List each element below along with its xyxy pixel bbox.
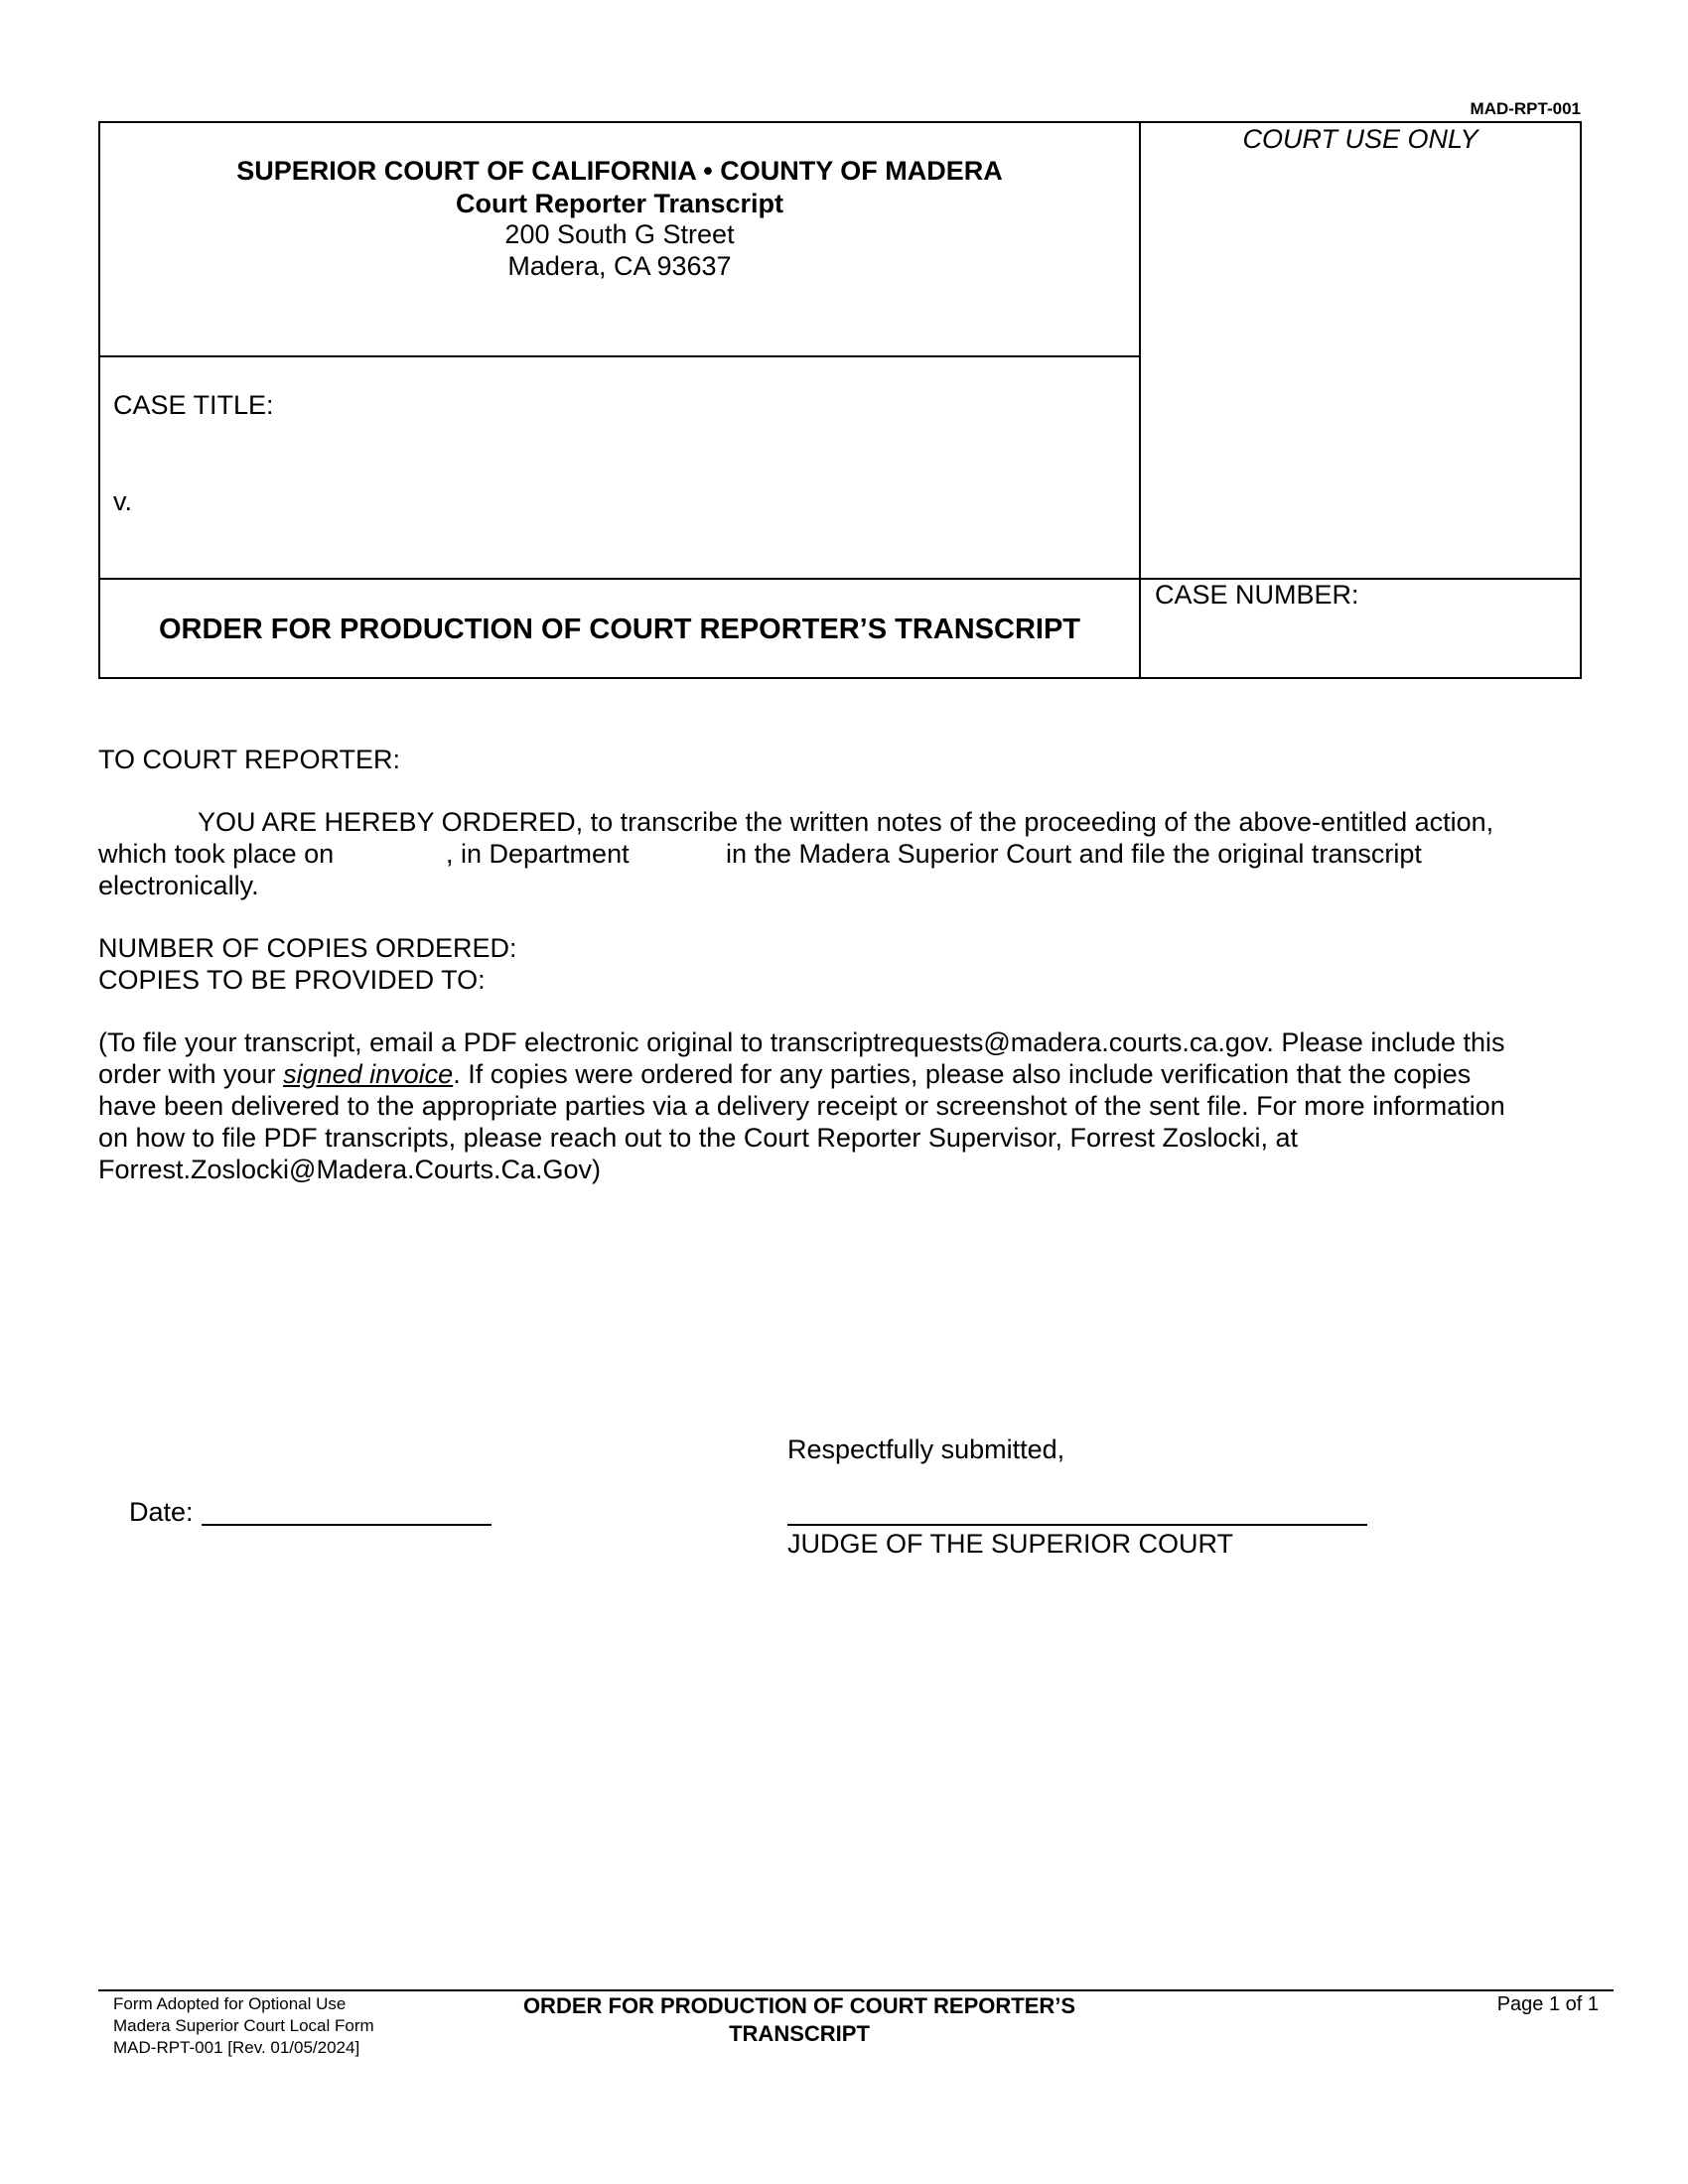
instructions-line2 xyxy=(98,1058,1471,1090)
court-name: SUPERIOR COURT OF CALIFORNIA • COUNTY OF MADERA xyxy=(236,156,1003,186)
case-versus: v. xyxy=(113,486,132,516)
instructions-line4: on how to file PDF transcripts, please reach out to the Court Reporter Supervisor, Forrest Zoslocki, at xyxy=(98,1123,1299,1153)
instructions-line1: (To file your transcript, email a PDF electronic original to transcriptrequests@madera.courts.ca.gov. Please include this xyxy=(98,1027,1505,1057)
order-paragraph-line2-a: which took place on xyxy=(98,839,335,869)
footer-title-line2: TRANSCRIPT xyxy=(729,2021,870,2046)
footer-form-title xyxy=(427,1992,1172,2048)
copies-to-label: COPIES TO BE PROVIDED TO: xyxy=(98,965,486,995)
date-signature-line[interactable] xyxy=(202,1524,492,1526)
footer-local-form: Madera Superior Court Local Form xyxy=(113,2016,374,2035)
order-paragraph-line1: YOU ARE HEREBY ORDERED, to transcribe the written notes of the proceeding of the above-entitled action, xyxy=(198,807,1494,837)
caption-divider-header xyxy=(98,355,1141,357)
form-id: MAD-RPT-001 xyxy=(1470,99,1581,118)
order-title: ORDER FOR PRODUCTION OF COURT REPORTER’S TRANSCRIPT xyxy=(158,614,1080,645)
order-paragraph-line2-b: , in Department xyxy=(446,839,630,869)
date-label: Date: xyxy=(129,1497,194,1527)
court-subtitle: Court Reporter Transcript xyxy=(455,189,784,218)
case-title-label: CASE TITLE: xyxy=(113,390,274,420)
judge-label: JUDGE OF THE SUPERIOR COURT xyxy=(787,1529,1234,1559)
caption-divider-title xyxy=(98,578,1582,580)
court-address-street: 200 South G Street xyxy=(504,219,735,249)
instructions-line2-b: . If copies were ordered for any parties, please also include verification that the copies xyxy=(453,1059,1472,1089)
instructions-line5: Forrest.Zoslocki@Madera.Courts.Ca.Gov) xyxy=(98,1155,602,1184)
copies-ordered-label: NUMBER OF COPIES ORDERED: xyxy=(98,933,517,963)
page-number: Page 1 of 1 xyxy=(1496,1993,1599,2015)
order-paragraph-line2-c: in the Madera Superior Court and file the original transcript xyxy=(726,839,1422,869)
case-number-label: CASE NUMBER: xyxy=(1155,580,1359,610)
instructions-line3: have been delivered to the appropriate parties via a delivery receipt or screenshot of the sent file. For more information xyxy=(98,1091,1505,1121)
instructions-line2-a: order with your xyxy=(98,1059,284,1089)
judge-signature-line[interactable] xyxy=(787,1524,1367,1526)
signed-invoice-text: signed invoice xyxy=(283,1059,454,1089)
court-address-city: Madera, CA 93637 xyxy=(507,251,732,281)
court-use-only-label: COURT USE ONLY xyxy=(1242,124,1478,154)
order-paragraph-line3: electronically. xyxy=(98,871,259,900)
footer-title-line1: ORDER FOR PRODUCTION OF COURT REPORTER’S xyxy=(522,1993,1076,2018)
salutation: TO COURT REPORTER: xyxy=(98,745,401,774)
footer-rule xyxy=(98,1989,1614,1991)
footer-revision: MAD-RPT-001 [Rev. 01/05/2024] xyxy=(113,2038,360,2057)
footer-adopted: Form Adopted for Optional Use xyxy=(113,1994,347,2013)
respectfully-submitted: Respectfully submitted, xyxy=(787,1434,1065,1464)
